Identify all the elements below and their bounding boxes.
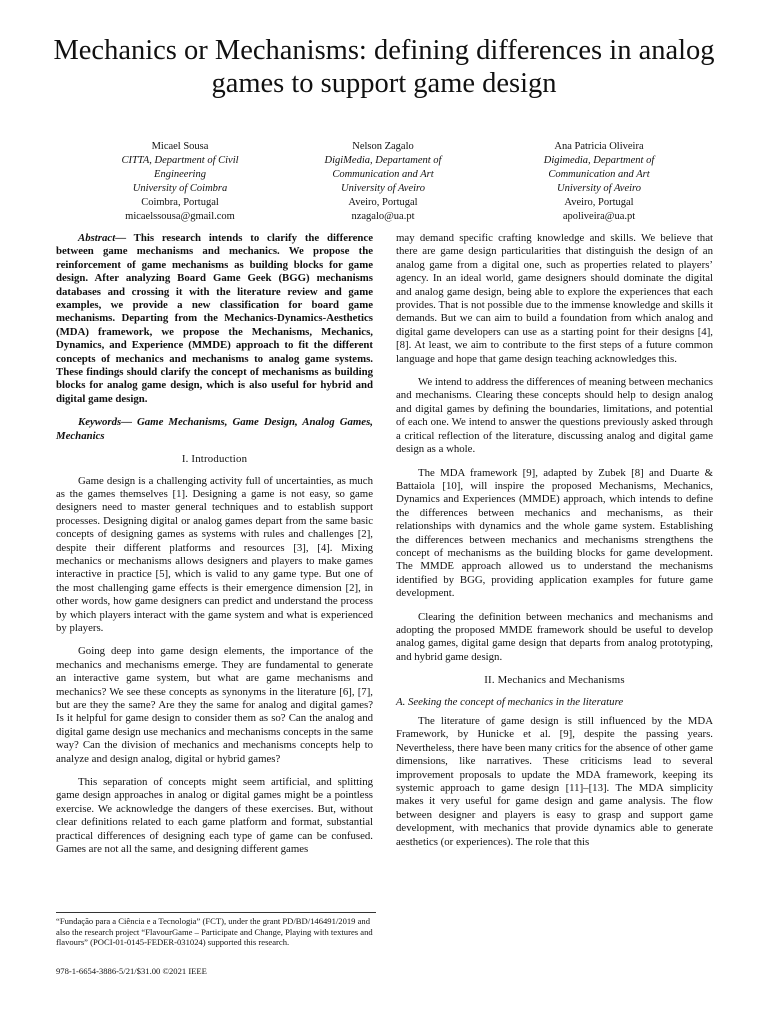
author-location: Coimbra, Portugal [141, 197, 219, 208]
author-location: Aveiro, Portugal [564, 197, 634, 208]
author-2 [283, 140, 483, 224]
author-name: Ana Patricia Oliveira [554, 141, 644, 152]
footnote-divider [56, 912, 376, 913]
paragraph: Game design is a challenging activity full of uncertainties, as much as the games themselves [1]. Designing a game is not easy, so game designers need to master general techniques and to establish support processes. Designing digital or analog games depart from the same basic concepts of designing games as systems with rules and challenges [2], despite their different platforms and resources [3], [4]. Mixing mechanics or mechanisms allows designers and players to make games interactive in practice [5], which is valid to any game type. But one of the most challenging game effects is their emergence dimension [2], in other words, how game designers can predict and understand the process by which players interact with the game system and what is experienced by players. [56, 474, 373, 634]
paragraph: The literature of game design is still influenced by the MDA Framework, by Hunicke et al. [9], despite the passing years. Nevertheless, there have been many critics for the absence of other game dimensions, like narratives. These criticisms lead to several improvement proposals to update the MDA framework, keeping its systemic approach to game design [11]–[13]. The MDA simplicity makes it very useful for game design and game analysis. The flow between designer and players is easy to grasp and support game development, with mechanics that provide dynamics able to generate aesthetics (or experiences). The role that this [396, 715, 713, 848]
author-affiliation: DigiMedia, Departament of Communication and Art [324, 155, 442, 180]
paragraph: Going deep into game design elements, the importance of the mechanics and mechanisms emerge. They are fundamental to generate an interactive game system, but what are game mechanisms and mechanics? We see these concepts as synonyms in the literature [6], [7], but are they the same? Are they the same for analog and digital games? Is it helpful for game design to consider them as so? Can the analog and digital game design use mechanics and mechanisms concepts in the same way? Can the division of mechanics and mechanisms concepts help to analyze and design analog, digital or hybrid games? [56, 645, 373, 765]
copyright-notice: 978-1-6654-3886-5/21/$31.00 ©2021 IEEE [56, 966, 207, 976]
author-1 [80, 140, 280, 224]
author-university: University of Coimbra [132, 183, 228, 194]
paragraph: Clearing the definition between mechanics and mechanisms and adopting the proposed MMDE framework should be useful to develop analog games, digital game design that departs from analog prototyping, and hybrid game design. [396, 610, 713, 663]
paragraph: This separation of concepts might seem artificial, and splitting game design approaches in analog or digital games might be a pointless exercise. We acknowledge the dangers of these exercises. But, without clear definitions related to each game platform and format, substantial practical differences of designing each type of game can be confused. Games are not all the same, and designing different games [56, 776, 373, 856]
subsection-heading: A. Seeking the concept of mechanics in the literature [396, 695, 624, 708]
footnote: “Fundação para a Ciência e a Tecnologia” (FCT), under the grant PD/BD/146491/2019 and also the research project “FlavourGame – Participate and Change, Playing with textures and flavours” (POCI-01-0145-FEDER-031024) supported this research. [56, 916, 373, 948]
author-email: apoliveira@ua.pt [562, 211, 636, 222]
abstract-text: This research intends to clarify the difference between game mechanisms and mechanics. We propose the reinforcement of game mechanisms as building blocks for game design. After analyzing Board Game Geek (BGG) mechanisms databases and crossing it with the literature review and game examples, we provide a new classification for board game mechanisms. Departing from the Mechanics-Dynamics-Aesthetics (MDA) framework, we propose the Mechanisms, Mechanics, Dynamics, and Experience (MMDE) approach to fit the different concepts of mechanics and mechanisms to analog game systems. These findings should clarify the concept of mechanisms as building blocks for analog game design, which is also useful for hybrid and digital game design. [56, 232, 373, 405]
author-affiliation: Digimedia, Department of Communication and Art [543, 155, 655, 180]
paragraph: We intend to address the differences of meaning between mechanics and mechanisms. Clearing these concepts should help to design analog and digital games by defining the boundaries, limitations, and potential of each one. We intend to answer the questions previously asked through a critical reflection of the literature, discussing analog and digital game design as a whole. [396, 376, 713, 456]
author-email: nzagalo@ua.pt [351, 211, 415, 222]
left-column [56, 232, 373, 866]
paragraph: may demand specific crafting knowledge and skills. We believe that there are game design particularities that distinguish the design of an analog game from a digital one, such as properties related to players’ agency. In an ideal world, game designers should dominate the digital and analog game design, being able to explore the experiences that each provides. That is not possible due to the immense knowledge and skills it demands. But we can aim to build a foundation from which analog and digital game developers can use as a starting point for their designs [4], [8]. At least, we aim to contribute to the first steps of a future common language and hope that game design teaching acknowledges this. [396, 232, 713, 365]
author-affiliation: CITTA, Department of Civil Engineering [121, 155, 239, 180]
author-university: University of Aveiro [557, 183, 641, 194]
section-heading-introduction: I. Introduction [181, 453, 248, 466]
abstract [56, 232, 373, 406]
abstract-sep: — [115, 232, 126, 244]
abstract-label: Abstract [78, 232, 116, 244]
author-name: Nelson Zagalo [352, 141, 414, 152]
author-location: Aveiro, Portugal [348, 197, 418, 208]
paragraph: The MDA framework [9], adapted by Zubek [8] and Duarte & Battaiola [10], will inspire the proposed Mechanisms, Mechanics, Dynamics and Experiences (MMDE) approach, which intends to define the differences between mechanics and mechanisms, as their relationships with dynamics and the whole game system. Establishing the differences between mechanics and mechanisms strengthens the concept of mechanisms as the building blocks for game development. The MMDE approach allowed us to understand the mechanisms identified by BGG, providing application examples for future game development. [396, 466, 713, 600]
right-column [396, 232, 713, 859]
author-university: University of Aveiro [341, 183, 425, 194]
author-email: micaelssousa@gmail.com [125, 211, 235, 222]
author-name: Micael Sousa [151, 141, 209, 152]
keywords: Keywords— Game Mechanisms, Game Design, Analog Games, Mechanics [56, 416, 373, 442]
author-3 [499, 140, 699, 224]
section-heading-mechanics: II. Mechanics and Mechanisms [484, 674, 625, 687]
paper-title: Mechanics or Mechanisms: defining differences in analog games to support game design [53, 35, 715, 99]
